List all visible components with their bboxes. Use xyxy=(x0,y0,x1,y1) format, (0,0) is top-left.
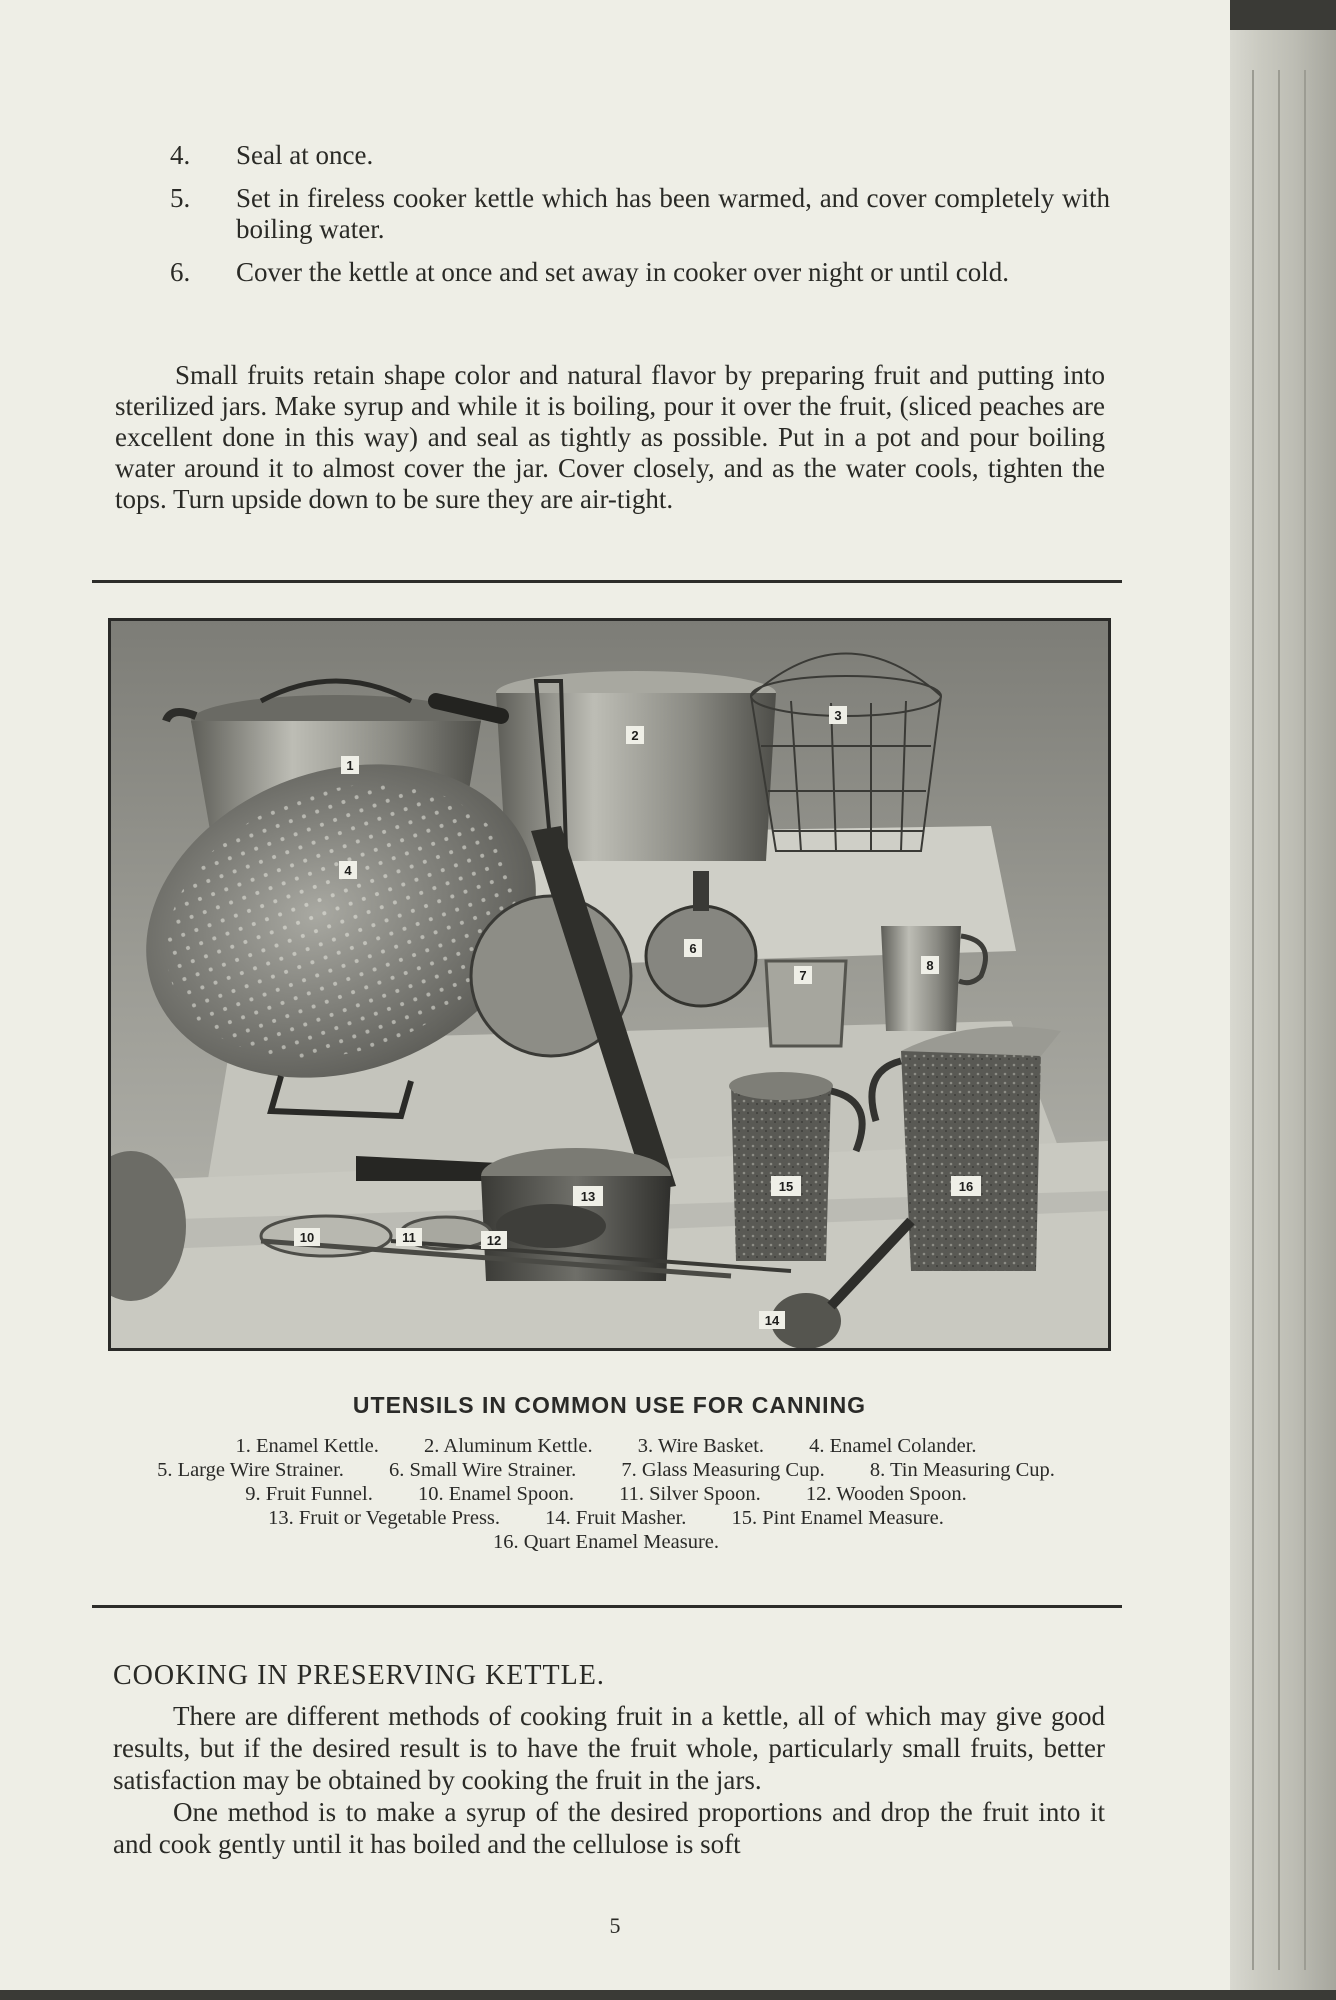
utensils-photograph xyxy=(108,618,1111,1351)
svg-text:11: 11 xyxy=(402,1230,416,1245)
caption-item: 5. Large Wire Strainer. xyxy=(157,1459,344,1481)
label-4 xyxy=(339,861,357,879)
step-list xyxy=(170,140,1110,300)
label-12 xyxy=(481,1231,507,1249)
section-heading: COOKING IN PRESERVING KETTLE. xyxy=(113,1660,605,1691)
svg-text:6: 6 xyxy=(689,941,697,956)
body-paragraph: There are different methods of cooking fruit in a kettle, all of which may give good results, but if the desired result is to have the fruit whole, particularly small fruits, better satisfaction may be obtained by cooking the fruit in the jars. xyxy=(113,1701,1105,1795)
label-2 xyxy=(626,726,644,744)
step-item xyxy=(170,183,1110,245)
svg-text:15: 15 xyxy=(778,1179,794,1194)
step-text: Cover the kettle at once and set away in cooker over night or until cold. xyxy=(236,257,1010,287)
svg-text:13: 13 xyxy=(580,1189,596,1204)
page-number: 5 xyxy=(609,1913,621,1938)
section-body xyxy=(113,1700,1105,1860)
figure-caption-list xyxy=(136,1434,1076,1554)
divider-top xyxy=(92,580,1122,583)
label-16 xyxy=(951,1176,981,1196)
svg-text:10: 10 xyxy=(299,1230,315,1245)
label-7 xyxy=(794,966,812,984)
label-14 xyxy=(759,1311,785,1329)
caption-item: 16. Quart Enamel Measure. xyxy=(493,1531,719,1553)
step-number: 4. xyxy=(170,140,191,170)
book-page-edges xyxy=(1230,30,1336,1990)
caption-item: 15. Pint Enamel Measure. xyxy=(731,1507,944,1529)
step-text: Set in fireless cooker kettle which has been warmed, and cover completely with boiling water. xyxy=(236,183,1110,244)
svg-text:12: 12 xyxy=(486,1233,502,1248)
step-item xyxy=(170,257,1110,288)
svg-text:14: 14 xyxy=(764,1313,780,1328)
step-text: Seal at once. xyxy=(236,140,374,170)
caption-item: 1. Enamel Kettle. xyxy=(235,1435,379,1457)
divider-bottom xyxy=(92,1605,1122,1608)
caption-item: 9. Fruit Funnel. xyxy=(245,1483,373,1505)
svg-text:2: 2 xyxy=(631,728,639,743)
svg-text:7: 7 xyxy=(799,968,807,983)
svg-text:3: 3 xyxy=(834,708,842,723)
label-3 xyxy=(829,706,847,724)
caption-item: 8. Tin Measuring Cup. xyxy=(869,1459,1055,1481)
step-number: 5. xyxy=(170,183,191,213)
svg-text:1: 1 xyxy=(346,758,354,773)
label-10 xyxy=(294,1228,320,1246)
label-11 xyxy=(396,1228,422,1246)
caption-item: 13. Fruit or Vegetable Press. xyxy=(268,1507,501,1529)
caption-item: 14. Fruit Masher. xyxy=(545,1507,687,1529)
step-item xyxy=(170,140,1110,171)
caption-item: 12. Wooden Spoon. xyxy=(805,1483,967,1505)
caption-item: 6. Small Wire Strainer. xyxy=(389,1459,577,1481)
caption-item: 3. Wire Basket. xyxy=(637,1435,765,1457)
label-15 xyxy=(771,1176,801,1196)
caption-item: 11. Silver Spoon. xyxy=(619,1483,761,1505)
caption-item: 7. Glass Measuring Cup. xyxy=(621,1459,825,1481)
caption-item: 10. Enamel Spoon. xyxy=(417,1483,574,1505)
body-paragraph: One method is to make a syrup of the desired proportions and drop the fruit into it and cook gently until it has boiled and the cellulose is soft xyxy=(113,1797,1105,1859)
label-13 xyxy=(573,1186,603,1206)
utensils-illustration xyxy=(111,621,1108,1348)
svg-text:16: 16 xyxy=(958,1179,974,1194)
intro-paragraph: Small fruits retain shape color and natural flavor by preparing fruit and putting into sterilized jars. Make syrup and while it is boiling, pour it over the fruit, (sliced peaches are excellent done in this way) and seal as tightly as possible. Put in a pot and pour boiling water around it to almost cover the jar. Cover closely, and as the water cools, tighten the tops. Turn upside down to be sure they are air-tight. xyxy=(115,360,1105,514)
figure-caption-title: UTENSILS IN COMMON USE FOR CANNING xyxy=(352,1392,867,1418)
label-1 xyxy=(341,756,359,774)
caption-item: 2. Aluminum Kettle. xyxy=(424,1435,593,1457)
label-6 xyxy=(684,939,702,957)
svg-text:8: 8 xyxy=(926,958,934,973)
label-8 xyxy=(921,956,939,974)
svg-text:4: 4 xyxy=(344,863,352,878)
caption-item: 4. Enamel Colander. xyxy=(809,1435,977,1457)
step-number: 6. xyxy=(170,257,191,287)
